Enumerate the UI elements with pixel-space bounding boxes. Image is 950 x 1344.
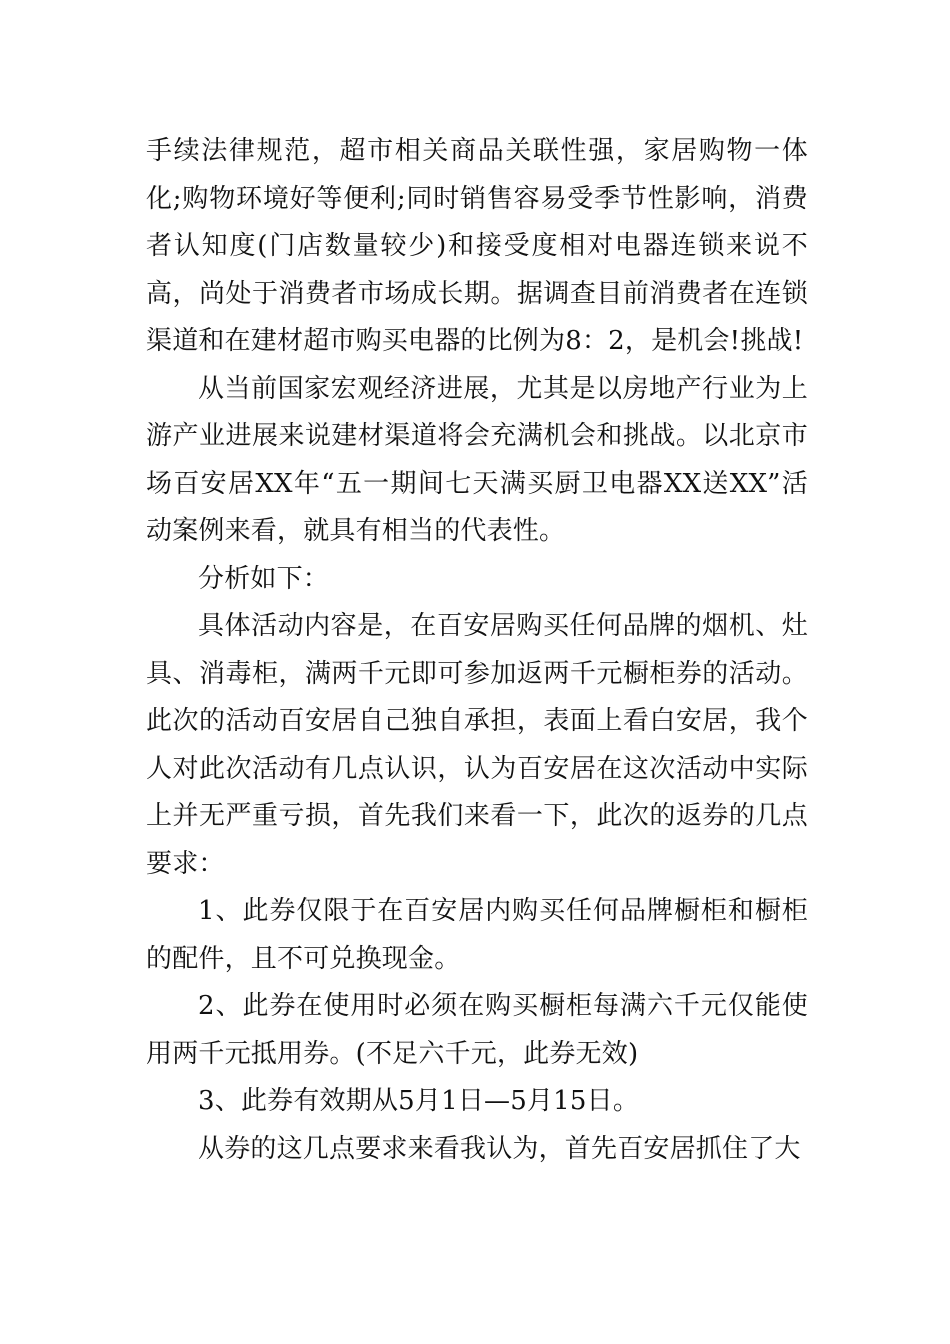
paragraph-5: 从券的这几点要求来看我认为，首先百安居抓住了大 <box>198 1133 801 1164</box>
paragraph-1: 手续法律规范，超市相关商品关联性强，家居购物一体化;购物环境好等便利;同时销售容易受季节性影响，消费者认知度(门店数量较少)和接受度相对电器连锁来说不高，尚处于消费者市场成长期。据调查目前消费者在连锁渠道和在建材超市购买电器的比例为8：2，是机会!挑战! <box>146 136 808 356</box>
list-item-3: 3、此券有效期从5月1日—5月15日。 <box>198 1086 640 1116</box>
list-item-2: 2、此券在使用时必须在购买橱柜每满六千元仅能使用两千元抵用券。(不足六千元，此券无效) <box>146 991 808 1069</box>
list-item-1: 1、此券仅限于在百安居内购买任何品牌橱柜和橱柜的配件，且不可兑换现金。 <box>146 896 808 974</box>
paragraph-3: 分析如下： <box>198 563 330 594</box>
paragraph-2: 从当前国家宏观经济进展，尤其是以房地产行业为上游产业进展来说建材渠道将会充满机会和挑战。以北京市场百安居XX年“五一期间七天满买厨卫电器XX送XX”活动案例来看，就具有相当的代表性。 <box>146 373 808 546</box>
document-body <box>146 128 808 1173</box>
paragraph-4: 具体活动内容是，在百安居购买任何品牌的烟机、灶具、消毒柜，满两千元即可参加返两千元橱柜券的活动。此次的活动百安居自己独自承担，表面上看白安居，我个人对此次活动有几点认识，认为百安居在这次活动中实际上并无严重亏损，首先我们来看一下，此次的返券的几点要求： <box>146 611 808 879</box>
